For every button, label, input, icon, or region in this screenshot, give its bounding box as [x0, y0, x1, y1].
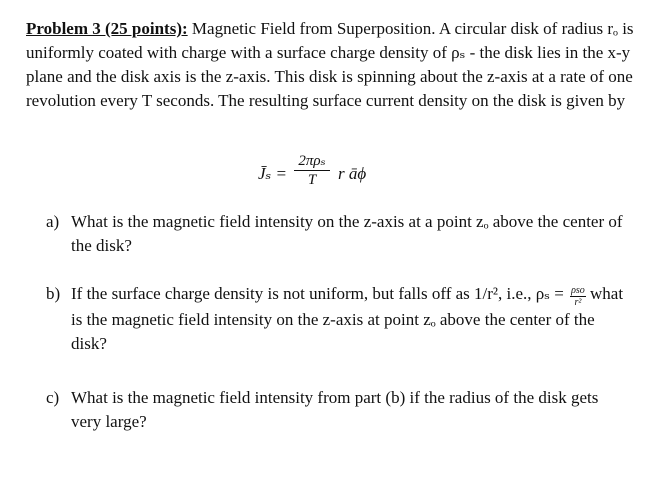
question-b-label: b) [46, 284, 61, 303]
question-c-text: What is the magnetic field intensity from part (b) if the radius of the disk gets very large? [71, 388, 599, 431]
question-a-text: What is the magnetic field intensity on the z-axis at a point zₒ above the center of the disk? [71, 212, 623, 255]
question-c [46, 386, 636, 436]
question-b-text-start: If the surface charge density is not uniform, but falls off as 1/r², i.e., ρₛ = [71, 284, 569, 303]
problem-intro [26, 17, 634, 113]
problem-heading: Problem 3 (25 points): [26, 19, 188, 38]
question-b-fraction [570, 285, 586, 308]
problem-intro-text: Magnetic Field from Superposition. A circular disk of radius rₒ is uniformly coated with charge with a surface charge density of ρₛ - the disk lies in the x-y plane and the disk axis is the z-axis. This disk is spinning about the z-axis at a rate of one revolution every T seconds. The resulting surface current density on the disk is given by [26, 19, 634, 110]
equation-lhs: J̄ₛ = [258, 164, 287, 183]
question-a [46, 210, 636, 260]
question-a-label: a) [46, 212, 60, 231]
equation-numerator: 2πρₛ [298, 153, 326, 169]
question-b-text-end: what is the magnetic field intensity on the z-axis at point zₒ above the center of the disk? [71, 284, 624, 353]
equation-rhs: r āϕ [338, 164, 367, 183]
question-b-body [71, 282, 631, 356]
question-b-frac-denominator: r² [574, 297, 582, 308]
question-c-label: c) [46, 388, 60, 407]
equation-fraction [292, 152, 332, 189]
surface-current-equation [258, 152, 398, 196]
question-b [46, 282, 636, 356]
equation-denominator: T [307, 172, 317, 188]
question-b-frac-numerator: ρso [571, 285, 585, 296]
